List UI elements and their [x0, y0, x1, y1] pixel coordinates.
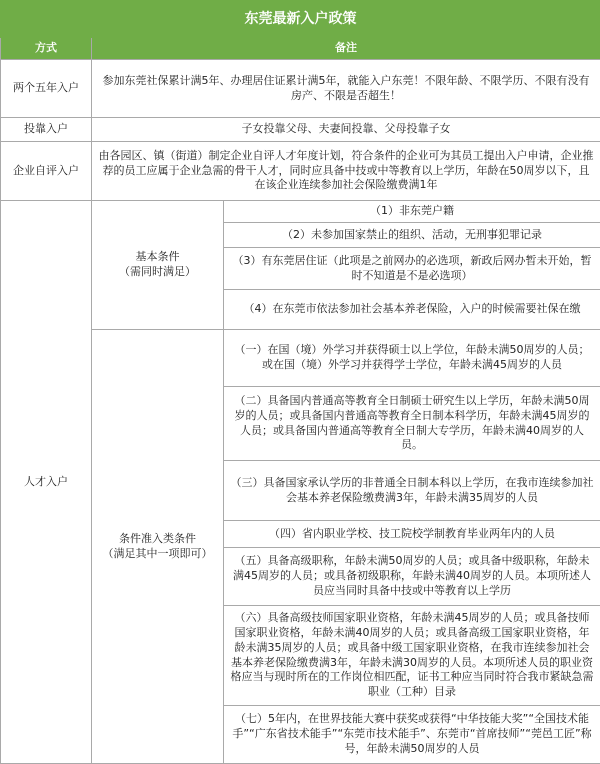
talent-item-4: （四）省内职业学校、技工院校学制教育毕业两年内的人员 — [224, 521, 600, 548]
talent-item-7: （七）5年内，在世界技能大赛中获奖或获得“中华技能大奖”“全国技术能手”“广东省技术能手”“东莞市技术能手”、东莞市“首席技师”“莞邑工匠”称号，年龄未满50周岁的人员 — [224, 706, 600, 764]
remark-five-years: 参加东莞社保累计满5年、办理居住证累计满5年，就能入户东莞！不限年龄、不限学历、不限有没有房产、不限是否超生！ — [92, 60, 600, 118]
method-enterprise-eval: 企业自评入户 — [1, 142, 92, 201]
header-method: 方式 — [1, 38, 92, 60]
talent-conditions-note: （满足其中一项即可） — [98, 547, 217, 562]
remark-enterprise-eval: 由各园区、镇（街道）制定企业自评人才年度计划，符合条件的企业可为其员工提出入户申请，企业推荐的员工应属于企业急需的骨干人才，同时应具备中技或中等教育以上学历，年龄在50周岁以下，且在该企业连续参加社会保险缴费满1年 — [92, 142, 600, 201]
basic-conditions-note: （需同时满足） — [98, 265, 217, 280]
basic-item-1: （1）非东莞户籍 — [224, 201, 600, 223]
method-dependency: 投靠入户 — [1, 118, 92, 142]
basic-conditions-cell — [92, 201, 224, 330]
basic-conditions-label: 基本条件 — [98, 250, 217, 265]
talent-item-5: （五）具备高级职称，年龄未满50周岁的人员；或具备中级职称，年龄未满45周岁的人员；或具备初级职称，年龄未满40周岁的人员。本项所述人员应当同时具备中技或中等教育以上学历 — [224, 548, 600, 606]
talent-item-6: （六）具备高级技师国家职业资格，年龄未满45周岁的人员；或具备技师国家职业资格，年龄未满40周岁的人员；或具备高级工国家职业资格，年龄未满35周岁的人员；或具备中级工国家职业资格，在我市连续参加社会基本养老保险缴费满3年，年龄未满30周岁的人员。本项所述人员的职业资格应当与现时所在的工作岗位相匹配，证书工种应当同时符合我市紧缺急需职业（工种）目录 — [224, 606, 600, 706]
talent-item-3: （三）具备国家承认学历的非普通全日制本科以上学历，在我市连续参加社会基本养老保险缴费满3年，年龄未满35周岁的人员 — [224, 461, 600, 521]
basic-item-4: （4）在东莞市依法参加社会基本养老保险，入户的时候需要社保在缴 — [224, 290, 600, 330]
header-remark: 备注 — [92, 38, 600, 60]
talent-conditions-label: 条件准入类条件 — [98, 532, 217, 547]
basic-item-3: （3）有东莞居住证（此项是之前网办的必选项，新政后网办暂未开始，暂时不知道是不是必选项） — [224, 248, 600, 290]
talent-conditions-cell — [92, 330, 224, 764]
talent-item-1: （一）在国（境）外学习并获得硕士以上学位，年龄未满50周岁的人员；或在国（境）外学习并获得学士学位，年龄未满45周岁的人员 — [224, 330, 600, 387]
remark-dependency: 子女投靠父母、夫妻间投靠、父母投靠子女 — [92, 118, 600, 142]
talent-item-2: （二）具备国内普通高等教育全日制硕士研究生以上学历，年龄未满50周岁的人员；或具备国内普通高等教育全日制本科学历，年龄未满45周岁的人员；或具备国内普通高等教育全日制大专学历，年龄未满40周岁的人员。 — [224, 387, 600, 461]
basic-item-2: （2）未参加国家禁止的组织、活动，无刑事犯罪记录 — [224, 223, 600, 248]
method-five-years: 两个五年入户 — [1, 60, 92, 118]
method-talent: 人才入户 — [1, 201, 92, 764]
table-title: 东莞最新入户政策 — [1, 1, 600, 38]
